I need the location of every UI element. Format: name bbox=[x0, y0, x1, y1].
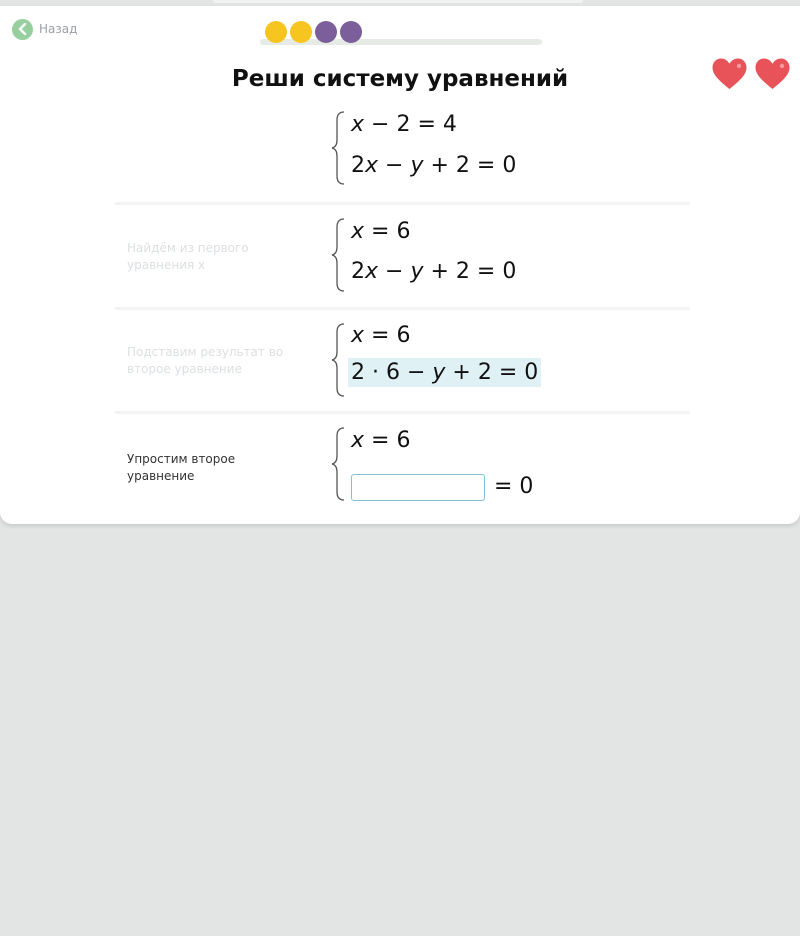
equation-line-2-highlighted: 2 · 6 − y + 2 = 0 bbox=[351, 360, 541, 385]
back-label: Назад bbox=[39, 22, 78, 36]
task-card bbox=[0, 6, 800, 524]
equation-line-2: 2x − y + 2 = 0 bbox=[351, 153, 517, 178]
equation-tail: = 0 bbox=[494, 474, 534, 499]
chevron-left-icon bbox=[12, 19, 33, 40]
task-title: Реши систему уравнений bbox=[231, 66, 569, 92]
step-hint: Найдём из первого уравнения x bbox=[127, 241, 249, 272]
equation-line-1: x = 6 bbox=[351, 323, 411, 348]
equation-line-1: x = 6 bbox=[351, 219, 411, 244]
equation-line-1: x = 6 bbox=[351, 428, 411, 453]
tab-strip bbox=[213, 0, 583, 3]
solution-step-1 bbox=[115, 202, 690, 308]
step-hint: Подставим результат во второе уравнение bbox=[127, 345, 284, 376]
equation-line-2: 2x − y + 2 = 0 bbox=[351, 259, 517, 284]
back-button[interactable] bbox=[12, 18, 77, 40]
brace-icon bbox=[330, 217, 348, 293]
progress-dot bbox=[340, 21, 362, 43]
progress-dot bbox=[265, 21, 287, 43]
brace-icon bbox=[330, 110, 348, 186]
progress-dot bbox=[290, 21, 312, 43]
progress-dot bbox=[315, 21, 337, 43]
step-hint: Упростим второе уравнение bbox=[127, 452, 236, 483]
brace-icon bbox=[330, 322, 348, 398]
solution-step-3 bbox=[115, 411, 690, 522]
equation-line-1: x − 2 = 4 bbox=[351, 112, 457, 137]
brace-icon bbox=[330, 426, 348, 502]
answer-input[interactable] bbox=[351, 474, 485, 501]
task-system-row bbox=[115, 110, 690, 204]
solution-step-2 bbox=[115, 307, 690, 413]
progress-indicator bbox=[258, 18, 542, 48]
